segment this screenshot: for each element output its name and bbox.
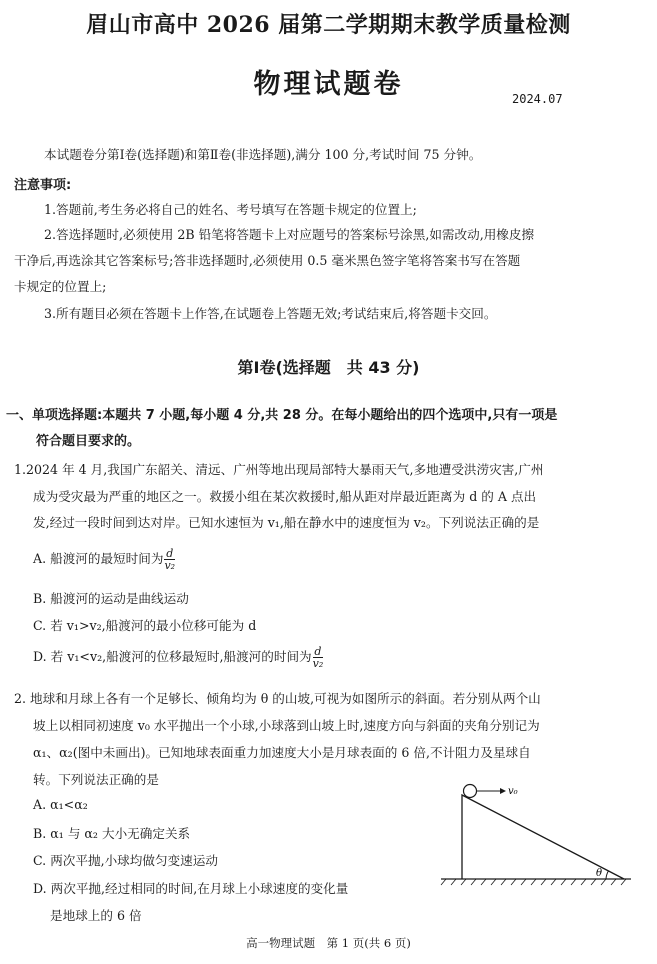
q2-option-b[interactable]: B. α₁ 与 α₂ 大小无确定关系	[33, 826, 191, 841]
exam-title: 眉山市高中 2026 届第二学期期末教学质量检测	[86, 12, 571, 38]
q2-line2: 坡上以相同初速度 v₀ 水平抛出一个小球,小球落到山坡上时,速度方向与斜面的夹角分别记为	[33, 718, 540, 733]
q2-option-c[interactable]: C. 两次平抛,小球均做匀变速运动	[33, 853, 218, 868]
fraction-d-over-v2	[164, 548, 175, 571]
note-item-2-line2: 干净后,再选涂其它答案标号;答非选择题时,必须使用 0.5 毫米黑色签字笔将答案书写在答题	[14, 253, 521, 268]
incline-figure	[436, 775, 636, 887]
q1-option-b[interactable]: B. 船渡河的运动是曲线运动	[33, 591, 189, 606]
fraction-numerator: d	[314, 645, 322, 658]
note-item-3: 3.所有题目必须在答题卡上作答,在试题卷上答题无效;考试结束后,将答题卡交回。	[44, 306, 497, 321]
fraction-numerator: d	[166, 547, 174, 560]
ground-hatching	[441, 879, 631, 885]
q1-line2: 成为受灾最为严重的地区之一。救援小组在某次救援时,船从距对岸最近距离为 d 的 A 点出	[33, 489, 537, 504]
angle-arc	[606, 871, 609, 879]
q2-option-a[interactable]: A. α₁<α₂	[33, 797, 88, 812]
arrowhead-icon	[500, 788, 506, 794]
q1-option-a-text: A. 船渡河的最短时间为	[33, 551, 164, 566]
exam-date: 2024.07	[512, 92, 563, 106]
part-heading-line1: 一、单项选择题:本题共 7 小题,每小题 4 分,共 28 分。在每小题给出的四个选项中,只有一项是	[6, 408, 558, 423]
note-item-2-line3: 卡规定的位置上;	[14, 279, 107, 294]
subject-title: 物理试题卷	[253, 69, 404, 100]
fraction-denominator: v₂	[164, 559, 176, 572]
notes-heading: 注意事项:	[14, 178, 72, 193]
q1-option-a[interactable]	[33, 548, 175, 571]
fraction-denominator: v₂	[312, 657, 324, 670]
velocity-label: v₀	[508, 786, 518, 797]
note-item-2-line1: 2.答选择题时,必须使用 2B 铅笔将答题卡上对应题号的答案标号涂黑,如需改动,用橡皮擦	[44, 227, 535, 242]
q1-option-d-text: D. 若 v₁<v₂,船渡河的位移最短时,船渡河的时间为	[33, 649, 312, 664]
page-footer: 高一物理试题 第 1 页(共 6 页)	[246, 936, 411, 950]
section-title: 第Ⅰ卷(选择题 共 43 分)	[237, 358, 420, 377]
q2-line3: α₁、α₂(图中未画出)。已知地球表面重力加速度大小是月球表面的 6 倍,不计阻力及星球自	[33, 745, 531, 760]
q2-line1: 2. 地球和月球上各有一个足够长、倾角均为 θ 的山坡,可视为如图所示的斜面。若分别从两个山	[14, 691, 541, 706]
q2-option-d-line1[interactable]: D. 两次平抛,经过相同的时间,在月球上小球速度的变化量	[33, 881, 349, 896]
incline-triangle	[462, 795, 624, 879]
q2-option-d-line2: 是地球上的 6 倍	[50, 908, 142, 923]
note-item-1: 1.答题前,考生务必将自己的姓名、考号填写在答题卡规定的位置上;	[44, 202, 417, 217]
q1-option-c[interactable]: C. 若 v₁>v₂,船渡河的最小位移可能为 d	[33, 618, 257, 633]
q1-option-d[interactable]	[33, 646, 323, 669]
intro-text: 本试题卷分第Ⅰ卷(选择题)和第Ⅱ卷(非选择题),满分 100 分,考试时间 75 分钟。	[44, 147, 482, 162]
fraction-d-over-v2	[313, 646, 324, 669]
q2-line4: 转。下列说法正确的是	[33, 772, 159, 787]
q1-line3: 发,经过一段时间到达对岸。已知水速恒为 v₁,船在静水中的速度恒为 v₂。下列说法正确的是	[33, 515, 540, 530]
q1-line1: 1.2024 年 4 月,我国广东韶关、清远、广州等地出现局部特大暴雨天气,多地遭受洪涝灾害,广州	[14, 462, 544, 477]
part-heading-line2: 符合题目要求的。	[36, 434, 141, 449]
ball-icon	[464, 785, 477, 798]
angle-label: θ	[596, 868, 603, 879]
